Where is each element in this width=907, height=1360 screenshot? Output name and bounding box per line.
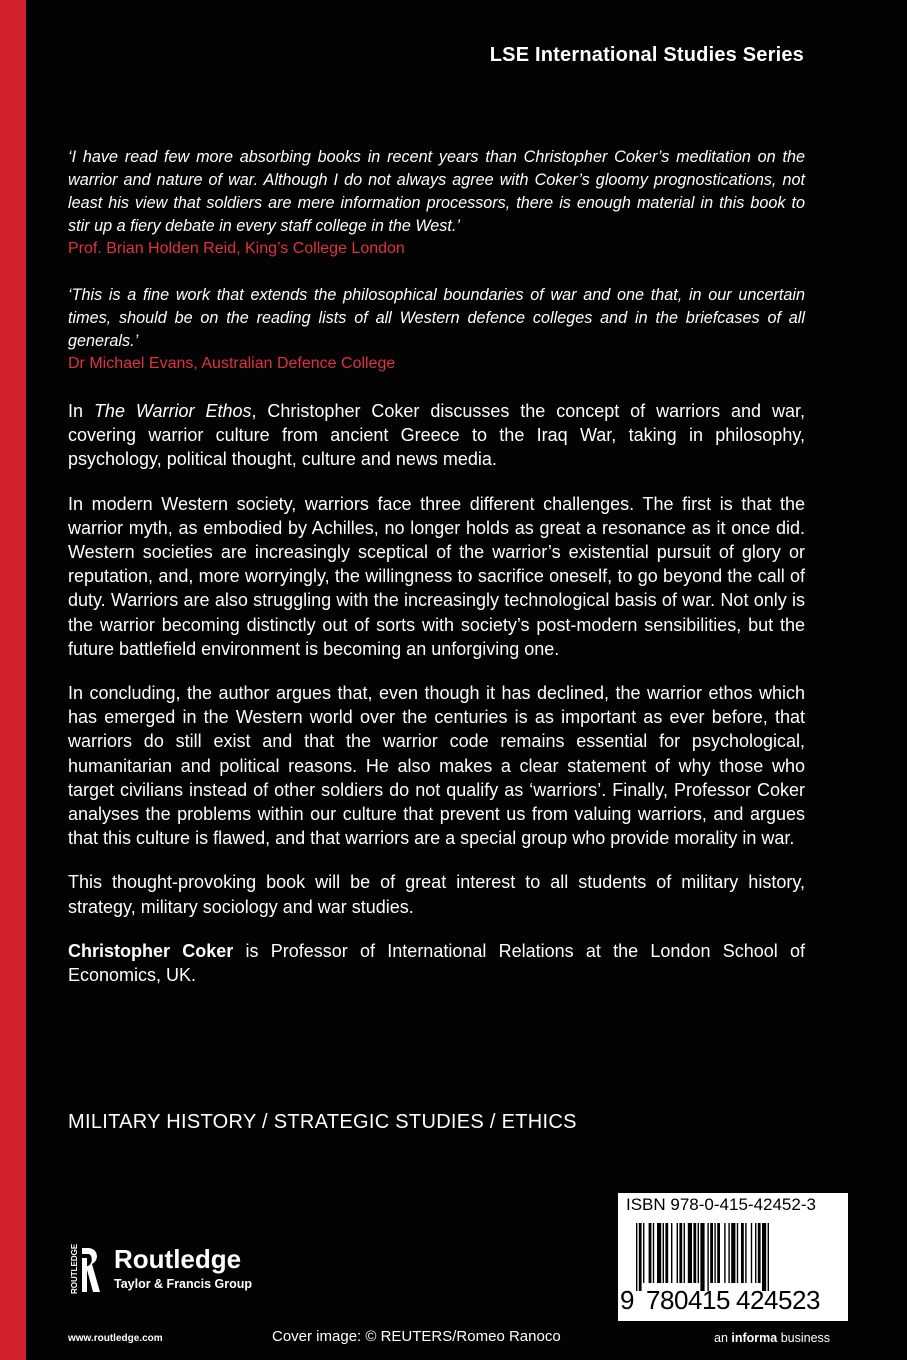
author-bio [68, 939, 805, 987]
ean-digit: 4 [688, 1285, 703, 1315]
body-paragraph-3: This thought-provoking book will be of great interest to all students of military history, strategy, military sociology and war studies. [68, 872, 805, 917]
ean-digit: 1 [702, 1285, 717, 1315]
barcode-bar [714, 1223, 715, 1283]
barcode-bar [737, 1223, 738, 1283]
barcode-bar [684, 1223, 685, 1283]
barcode-bar [663, 1223, 664, 1283]
barcode-bar [731, 1223, 735, 1283]
subject-category: MILITARY HISTORY / STRATEGIC STUDIES / ETHICS [68, 1111, 577, 1133]
barcode-bar [677, 1223, 678, 1283]
intro-rest: , Christopher Coker discusses the concept of warriors and war, covering warrior culture from ancient Greece to the Iraq War, taking in philosophy, psychology, political thought, culture and news media. [68, 401, 805, 470]
publisher-group: Taylor & Francis Group [114, 1277, 252, 1291]
barcode-bar [758, 1223, 761, 1283]
barcode-bar [755, 1223, 756, 1283]
barcode-bar [745, 1223, 746, 1283]
barcode-bar [639, 1223, 642, 1291]
routledge-logo-text: ROUTLEDGE [70, 1244, 79, 1294]
intro-prefix: In [68, 401, 94, 421]
author-name: Christopher Coker [68, 940, 234, 961]
barcode-bar [693, 1223, 696, 1283]
ean-digit: 0 [674, 1285, 689, 1315]
ean-digit: 9 [620, 1285, 635, 1315]
ean-digit: 3 [806, 1285, 821, 1315]
publisher-website: www.routledge.com [68, 1333, 163, 1344]
barcode-bar [728, 1223, 729, 1283]
barcode-bar [688, 1223, 692, 1283]
intro-paragraph [68, 399, 805, 472]
barcode-bar [768, 1223, 769, 1291]
cover-image-credit: Cover image: © REUTERS/Romeo Ranoco [272, 1328, 561, 1345]
review-quote-1: ‘I have read few more absorbing books in recent years than Christopher Coker’s meditation on the warrior and nature of war. Although I do not always agree with Coker’s gloomy prognostications, not least his view that soldiers are mere information processors, there is enough material in this book to stir up a fiery debate in every staff college in the West.’ [68, 148, 805, 235]
barcode-bar [636, 1223, 637, 1291]
barcode-bar [762, 1223, 766, 1291]
barcode-bar [671, 1223, 672, 1283]
ean-digit: 2 [750, 1285, 765, 1315]
barcode-bar [679, 1223, 682, 1283]
publisher-name: Routledge [114, 1244, 242, 1274]
isbn-label: ISBN 978-0-415-42452-3 [626, 1195, 816, 1214]
ean-digit: 7 [646, 1285, 661, 1315]
red-spine-strip [0, 0, 26, 1360]
informa-tagline [714, 1331, 830, 1345]
ean-digit: 4 [764, 1285, 779, 1315]
book-title: The Warrior Ethos [93, 401, 252, 421]
body-paragraph-2: In concluding, the author argues that, even though it has declined, the warrior ethos which has emerged in the Western world over the centuries is as important as ever before, that warriors do still exist and that the warrior code remains essential for psychological, humanitarian and political reasons. He also makes a clear statement of why those who target civilians instead of other soldiers do not qualify as ‘warriors’. Finally, Professor Coker analyses the problems within our culture that prevent us from valuing warriors, and argues that this culture is flawed, and that warriors are a special group who provide morality in war. [68, 683, 805, 849]
ean-digit: 2 [792, 1285, 807, 1315]
routledge-logo-icon [68, 1244, 102, 1296]
body-paragraph-1: In modern Western society, warriors face three different challenges. The first is that the warrior myth, as embodied by Achilles, no longer holds as great a resonance as it once did. Western societies are increasingly sceptical of the warrior’s existential pursuit of glory or reputation, and, more worryingly, the willingness to sacrifice oneself, to go beyond the call of duty. Warriors are also struggling with the increasingly technological basis of war. Not only is the warrior becoming distinctly out of sorts with society’s post-modern sensibilities, but the future battlefield environment is becoming an unforgiving one. [68, 493, 805, 659]
informa-prefix: an [714, 1331, 732, 1345]
informa-suffix: business [777, 1331, 831, 1345]
review-attribution-1: Prof. Brian Holden Reid, King’s College London [68, 240, 405, 257]
barcode-bar [657, 1223, 661, 1283]
barcode-bar [700, 1223, 704, 1291]
barcode-bar [707, 1223, 708, 1291]
ean-digit: 5 [778, 1285, 793, 1315]
barcode-bar [653, 1223, 654, 1283]
review-quote-2: ‘This is a fine work that extends the philosophical boundaries of war and one that, in our uncertain times, should be on the reading lists of all Western defence colleges and in the briefcases of all generals.’ [68, 286, 805, 350]
cover-text [68, 146, 805, 1007]
ean-digit: 4 [736, 1285, 751, 1315]
ean-digit: 5 [716, 1285, 731, 1315]
barcode-icon [628, 1223, 840, 1291]
barcode-bar [741, 1223, 744, 1283]
barcode-bar [724, 1223, 725, 1283]
barcode-box [618, 1193, 848, 1321]
series-title: LSE International Studies Series [489, 44, 804, 66]
barcode-bar [643, 1223, 644, 1283]
barcode-bar [665, 1223, 668, 1283]
barcode-bar [710, 1223, 713, 1283]
ean-digit: 8 [660, 1285, 675, 1315]
author-bio-text: is Professor of International Relations at the London School of Economics, UK. [68, 940, 806, 986]
barcode-bar [717, 1223, 720, 1283]
barcode-bar [698, 1223, 699, 1283]
review-attribution-2: Dr Michael Evans, Australian Defence College [68, 355, 396, 372]
barcode-bar [751, 1223, 752, 1283]
informa-brand: informa [731, 1331, 778, 1345]
barcode-bar [649, 1223, 652, 1283]
